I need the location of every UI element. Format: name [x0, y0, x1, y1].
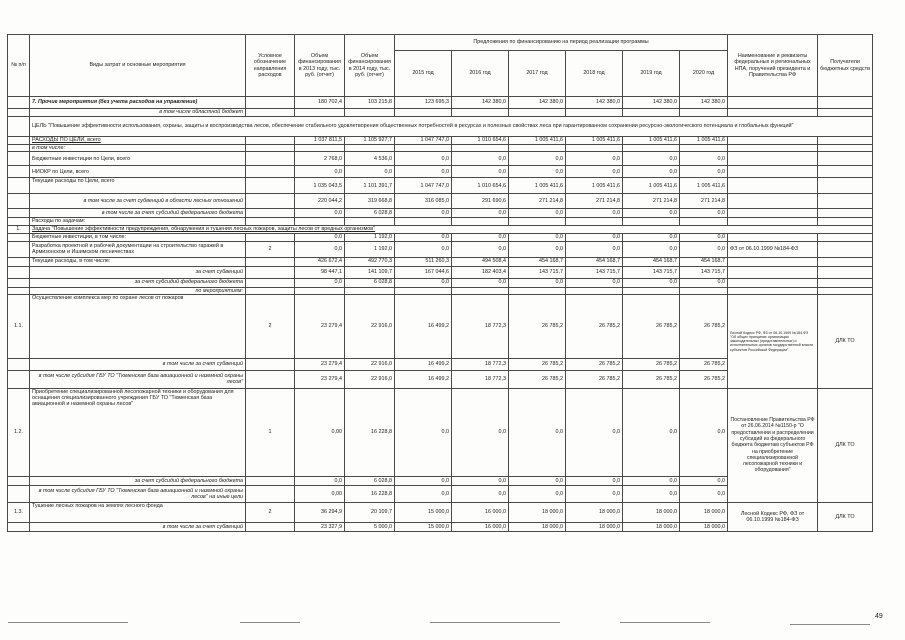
cell-value: 0,00: [295, 388, 345, 476]
cell-value: 0,0: [395, 241, 452, 257]
cell-value: 26 785,2: [623, 294, 680, 358]
cell-value: 23 279,4: [295, 358, 345, 370]
cell-value: 492 770,3: [345, 257, 395, 266]
cell-value: 26 785,2: [566, 370, 623, 388]
cell-value: 22 916,0: [345, 370, 395, 388]
task-title: Задача "Повышение эффективности предупреждения, обнаружения и тушения лесных пожаров, защиты лесов от вредных организмов": [30, 225, 873, 233]
cell-value: 26 785,2: [680, 294, 728, 358]
cell-value: 1 047 747,0: [395, 137, 452, 145]
cell-value: 0,0: [452, 388, 509, 476]
cell-value: 0,0: [566, 278, 623, 287]
row-name: РАСХОДЫ ПО ЦЕЛИ, всего: [30, 137, 246, 145]
cell-value: 0,0: [680, 388, 728, 476]
cell-value: 2 768,0: [295, 152, 345, 166]
cell-value: 0,0: [623, 278, 680, 287]
row-name: по мероприятиям:: [30, 287, 246, 294]
cell-value: 0,0: [566, 241, 623, 257]
table-row: [8, 502, 873, 522]
cell-value: 23 279,4: [295, 294, 345, 358]
cell-value: 454 168,7: [566, 257, 623, 266]
header-planned: Предложения по финансированию на период реализации программы: [395, 35, 728, 51]
cell-value: 0,0: [452, 241, 509, 257]
cell-value: 26 785,2: [623, 370, 680, 388]
row-name: в том числе за счет субвенций: [30, 358, 246, 370]
cell-value: 26 785,2: [509, 358, 566, 370]
table-row: [8, 287, 873, 294]
row-num: 1.: [8, 225, 30, 233]
cell-value: 142 380,0: [452, 97, 509, 109]
cell-value: 0,0: [680, 166, 728, 178]
row-name: Бюджетные инвестиции по Цели, всего: [30, 152, 246, 166]
cell-value: 26 785,2: [680, 358, 728, 370]
cell-value: 0,0: [680, 241, 728, 257]
row-name: 7. Прочие мероприятия (без учета расходов на управление): [30, 97, 246, 109]
row-name: в том числе за счет субвенций в области лесных отношений: [30, 194, 246, 209]
cell-value: 0,0: [395, 278, 452, 287]
cell-value: 15 000,0: [395, 502, 452, 522]
cell-value: 271 214,8: [680, 194, 728, 209]
cell-value: 0,0: [566, 209, 623, 218]
scan-artifact: [240, 622, 300, 623]
table-header-row: [8, 35, 873, 51]
row-code: 1: [246, 388, 295, 476]
cell-value: 0,0: [680, 485, 728, 502]
scan-artifact: [790, 624, 870, 625]
scan-artifact: [430, 622, 560, 623]
cell-value: 0,0: [623, 388, 680, 476]
cell-value: 316 085,0: [395, 194, 452, 209]
cell-value: 220 044,2: [295, 194, 345, 209]
header-code: Условное обозначение направления расходов: [246, 35, 295, 97]
cell-value: 6 028,8: [345, 476, 395, 485]
header-name: Виды затрат и основные мероприятия: [30, 35, 246, 97]
cell-value: 0,0: [566, 152, 623, 166]
cell-value: 26 785,2: [509, 294, 566, 358]
cell-value: 0,00: [295, 485, 345, 502]
cell-value: 141 109,7: [345, 266, 395, 278]
row-recipient: ДЛК ТО: [818, 294, 873, 388]
row-name: в том числе областной бюджет: [30, 109, 246, 117]
cell-value: 0,0: [623, 485, 680, 502]
cell-value: 0,0: [509, 166, 566, 178]
cell-value: 0,0: [623, 209, 680, 218]
cell-value: 0,0: [566, 166, 623, 178]
header-2014: Объем финансирования в 2014 году, тыс. руб. (отчет): [345, 35, 395, 97]
cell-value: 36 294,9: [295, 502, 345, 522]
cell-value: 0,0: [295, 233, 345, 241]
cell-value: 1 047 747,0: [395, 178, 452, 194]
header-num: № п/п: [8, 35, 30, 97]
cell-value: 0,0: [295, 166, 345, 178]
cell-value: 511 260,3: [395, 257, 452, 266]
table-row: [8, 209, 873, 218]
cell-value: 454 168,7: [680, 257, 728, 266]
cell-value: 1 005 411,6: [509, 137, 566, 145]
cell-value: 0,0: [680, 476, 728, 485]
goal-row: [8, 117, 873, 137]
cell-value: 454 168,7: [509, 257, 566, 266]
row-name: в том числе субсидия ГБУ ТО "Тюменская база авиационной и наземной охраны лесов": [30, 370, 246, 388]
cell-value: 0,0: [295, 476, 345, 485]
cell-value: 0,0: [680, 233, 728, 241]
table-row: [8, 266, 873, 278]
cell-value: 6 028,8: [345, 278, 395, 287]
row-name: Текущие расходы, в том числе:: [30, 257, 246, 266]
cell-value: 103 215,8: [345, 97, 395, 109]
table-row: [8, 145, 873, 152]
cell-value: 0,0: [566, 233, 623, 241]
cell-value: 98 447,1: [295, 266, 345, 278]
cell-value: 1 005 411,6: [623, 178, 680, 194]
cell-value: 271 214,8: [623, 194, 680, 209]
row-num: 1.2.: [8, 388, 30, 476]
cell-value: 23 279,4: [295, 370, 345, 388]
cell-value: 0,0: [395, 485, 452, 502]
cell-value: 18 000,0: [566, 522, 623, 531]
table-row: [8, 152, 873, 166]
cell-value: 16 228,8: [345, 485, 395, 502]
row-name: в том числе:: [30, 145, 246, 152]
scan-artifact: [620, 622, 710, 623]
cell-value: 0,0: [509, 278, 566, 287]
row-npa: Лесной Кодекс РФ, ФЗ от 06.10.1999 №184-ФЗ: [728, 502, 818, 531]
cell-value: 0,0: [509, 233, 566, 241]
cell-value: 1 005 411,6: [623, 137, 680, 145]
cell-value: 23 327,9: [295, 522, 345, 531]
cell-value: 0,0: [623, 476, 680, 485]
cell-value: 26 785,2: [566, 294, 623, 358]
cell-value: 1 010 654,6: [452, 137, 509, 145]
header-recipients: Получатели бюджетных средств: [818, 35, 873, 97]
header-year: 2019 год: [623, 51, 680, 97]
row-name: в том числе за счет субсидий федерального бюджета: [30, 209, 246, 218]
cell-value: 18 000,0: [509, 522, 566, 531]
cell-value: 0,0: [395, 233, 452, 241]
cell-value: 16 228,8: [345, 388, 395, 476]
cell-value: 0,0: [452, 485, 509, 502]
cell-value: 142 380,0: [509, 97, 566, 109]
cell-value: 0,0: [452, 166, 509, 178]
cell-value: 0,0: [509, 476, 566, 485]
row-name: за счет субсидий федерального бюджета: [30, 476, 246, 485]
cell-value: 0,0: [566, 476, 623, 485]
goal-text: ЦЕЛЬ "Повышение эффективности использования, охраны, защиты и воспроизводства лесов, обеспечение стабильного удовлетворения общественных потребностей в ресурсах и полезных свойствах леса при гарантированном сохранении ресурсно-экологического потенциала и глобальных функций": [30, 117, 873, 137]
cell-value: 180 702,4: [295, 97, 345, 109]
row-code: 2: [246, 294, 295, 358]
table-row: [8, 97, 873, 109]
cell-value: 0,0: [680, 278, 728, 287]
cell-value: 142 380,0: [680, 97, 728, 109]
table-row: [8, 166, 873, 178]
table-row: [8, 257, 873, 266]
cell-value: 0,0: [509, 485, 566, 502]
row-name: за счет субвенций: [30, 266, 246, 278]
cell-value: 143 715,7: [566, 266, 623, 278]
table-row: [8, 109, 873, 117]
cell-value: 18 000,0: [509, 502, 566, 522]
cell-value: 1 192,0: [345, 241, 395, 257]
row-code: 2: [246, 241, 295, 257]
cell-value: 0,0: [680, 209, 728, 218]
cell-value: 22 916,0: [345, 294, 395, 358]
cell-value: 0,0: [395, 152, 452, 166]
cell-value: 142 380,0: [623, 97, 680, 109]
cell-value: 167 044,6: [395, 266, 452, 278]
row-name: Расходы по задачам:: [30, 218, 246, 225]
cell-value: 18 000,0: [623, 502, 680, 522]
row-npa: Лесной Кодекс РФ, ФЗ от 06.10.1999 №184-ФЗ "Об общих принципах организации законодательных (представительных) и исполнительных органов государственной власти субъектов Российской Федерации": [728, 294, 818, 388]
cell-value: 4 536,0: [345, 152, 395, 166]
cell-value: 1 192,0: [345, 233, 395, 241]
cell-value: 123 695,3: [395, 97, 452, 109]
header-year: 2017 год: [509, 51, 566, 97]
cell-value: 0,0: [395, 388, 452, 476]
cell-value: 0,0: [566, 485, 623, 502]
cell-value: 15 000,0: [395, 522, 452, 531]
cell-value: 1 101 391,7: [345, 178, 395, 194]
cell-value: 0,0: [680, 152, 728, 166]
cell-value: 0,0: [395, 166, 452, 178]
row-code: 2: [246, 502, 295, 522]
header-year: 2020 год: [680, 51, 728, 97]
cell-value: 18 000,0: [623, 522, 680, 531]
cell-value: 271 214,8: [566, 194, 623, 209]
cell-value: 0,0: [509, 388, 566, 476]
cell-value: 16 000,0: [452, 522, 509, 531]
header-year: 2016 год: [452, 51, 509, 97]
table-row: [8, 241, 873, 257]
cell-value: 0,0: [623, 152, 680, 166]
row-recipient: ДЛК ТО: [818, 388, 873, 502]
cell-value: 26 785,2: [680, 370, 728, 388]
cell-value: 0,0: [452, 278, 509, 287]
cell-value: 0,0: [452, 209, 509, 218]
table-row: [8, 218, 873, 225]
row-name: Разработка проектной и рабочей документации на строительство гаражей в Армизонском и Ишимском лесничествах: [30, 241, 246, 257]
cell-value: 18 772,3: [452, 294, 509, 358]
cell-value: 0,0: [623, 233, 680, 241]
cell-value: 18 772,3: [452, 358, 509, 370]
cell-value: 26 785,2: [623, 358, 680, 370]
cell-value: 494 508,4: [452, 257, 509, 266]
cell-value: 0,0: [623, 241, 680, 257]
cell-value: 319 668,8: [345, 194, 395, 209]
row-name: Текущие расходы по Цели, всего: [30, 178, 246, 194]
cell-value: 1 005 411,6: [680, 178, 728, 194]
table-row: [8, 278, 873, 287]
table-row: [8, 194, 873, 209]
cell-value: 0,0: [623, 166, 680, 178]
cell-value: 143 715,7: [623, 266, 680, 278]
cell-value: 0,0: [295, 241, 345, 257]
cell-value: 6 028,8: [345, 209, 395, 218]
row-name: НИОКР по Цели, всего: [30, 166, 246, 178]
cell-value: 16 499,2: [395, 294, 452, 358]
cell-value: 1 010 654,6: [452, 178, 509, 194]
row-num: 1.1.: [8, 294, 30, 358]
row-name: в том числе субсидия ГБУ ТО "Тюменская база авиационной и наземной охраны лесов" на иные цели: [30, 485, 246, 502]
cell-value: 291 690,6: [452, 194, 509, 209]
row-name: в том числе за счет субвенций: [30, 522, 246, 531]
cell-value: 0,0: [345, 166, 395, 178]
cell-value: 16 000,0: [452, 502, 509, 522]
row-npa: Постановление Правительства РФ от 26.06.2014 №1150-р "О предоставлении и распределении субсидий из федерального бюджета бюджетам субъектов РФ на приобретение специализированной лесопожарной техники и оборудования": [728, 388, 818, 502]
cell-value: 426 672,4: [295, 257, 345, 266]
cell-value: 16 499,2: [395, 358, 452, 370]
cell-value: 0,0: [509, 152, 566, 166]
cell-value: 26 785,2: [509, 370, 566, 388]
row-name: Осуществление комплекса мер по охране лесов от пожаров: [30, 294, 246, 358]
table-row: [8, 388, 873, 476]
cell-value: 22 916,0: [345, 358, 395, 370]
cell-value: 0,0: [395, 476, 452, 485]
table-row: [8, 294, 873, 358]
cell-value: 454 168,7: [623, 257, 680, 266]
cell-value: 5 000,0: [345, 522, 395, 531]
page-number: 49: [875, 613, 883, 620]
cell-value: 18 772,3: [452, 370, 509, 388]
cell-value: 26 785,2: [566, 358, 623, 370]
header-year: 2015 год: [395, 51, 452, 97]
cell-value: 0,0: [452, 476, 509, 485]
cell-value: 0,0: [509, 209, 566, 218]
cell-value: 143 715,7: [680, 266, 728, 278]
cell-value: 1 037 811,5: [295, 137, 345, 145]
cell-value: 1 005 411,6: [509, 178, 566, 194]
row-name: за счет субсидий федерального бюджета: [30, 278, 246, 287]
cell-value: 0,0: [566, 388, 623, 476]
cell-value: 18 000,0: [566, 502, 623, 522]
cell-value: 18 000,0: [680, 522, 728, 531]
cell-value: 142 380,0: [566, 97, 623, 109]
row-npa: ФЗ от 06.10.1999 №184-ФЗ: [728, 241, 818, 257]
cell-value: 1 005 411,6: [680, 137, 728, 145]
cell-value: 20 109,7: [345, 502, 395, 522]
task-row: [8, 225, 873, 233]
cell-value: 0,0: [509, 241, 566, 257]
financing-table: [7, 34, 873, 532]
row-name: Приобретение специализированной лесопожарной техники и оборудования для оснащения специализированного учреждения ГБУ ТО "Тюменская база авиационной и наземной охраны лесов": [30, 388, 246, 476]
cell-value: 182 403,4: [452, 266, 509, 278]
cell-value: 0,0: [452, 233, 509, 241]
table-row: [8, 178, 873, 194]
row-num: 1.3.: [8, 502, 30, 522]
cell-value: 0,0: [452, 152, 509, 166]
scan-artifact: [8, 622, 128, 623]
cell-value: 16 499,2: [395, 370, 452, 388]
cell-value: 143 715,7: [509, 266, 566, 278]
cell-value: 18 000,0: [680, 502, 728, 522]
cell-value: 0,0: [295, 278, 345, 287]
table-row: [8, 137, 873, 145]
cell-value: 0,0: [295, 209, 345, 218]
cell-value: 1 005 411,6: [566, 137, 623, 145]
row-name: Бюджетные инвестиции, в том числе:: [30, 233, 246, 241]
cell-value: 1 005 411,6: [566, 178, 623, 194]
row-recipient: ДЛК ТО: [818, 502, 873, 531]
header-2013: Объем финансирования в 2013 году, тыс. руб. (отчет): [295, 35, 345, 97]
table-row: [8, 233, 873, 241]
header-npa: Наименование и реквизиты федеральных и региональных НПА, поручений президента и Правительства РФ: [728, 35, 818, 97]
cell-value: 0,0: [395, 209, 452, 218]
cell-value: 271 214,8: [509, 194, 566, 209]
header-year: 2018 год: [566, 51, 623, 97]
cell-value: 1 035 043,5: [295, 178, 345, 194]
row-name: Тушение лесных пожаров на землях лесного фонда: [30, 502, 246, 522]
cell-value: 1 105 927,7: [345, 137, 395, 145]
